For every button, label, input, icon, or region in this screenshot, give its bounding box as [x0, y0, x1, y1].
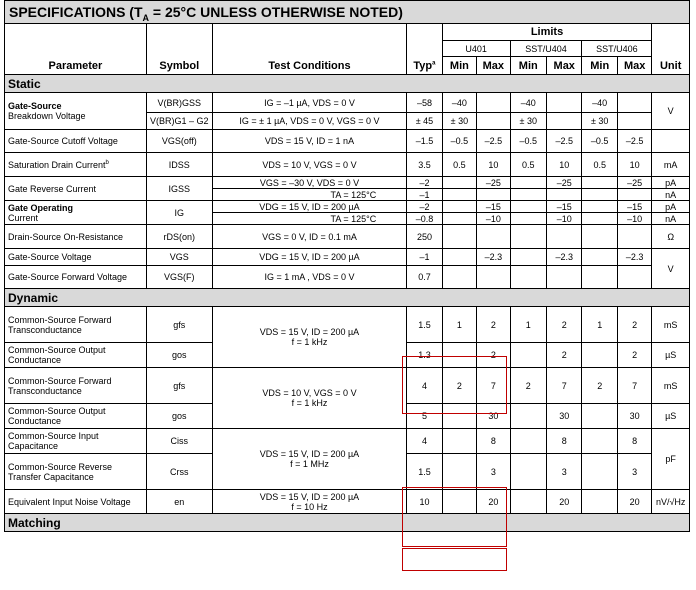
test-cell: IG = 1 mA , VDS = 0 V — [212, 266, 407, 289]
section-static — [5, 75, 690, 93]
param-cell: Gate Operating Current — [5, 201, 147, 225]
max-cell: –2.5 — [617, 130, 651, 153]
section-title: Matching — [5, 514, 690, 532]
max-cell: 3 — [477, 454, 510, 490]
test-cell: VDS = 15 V, ID = 1 nA — [212, 130, 407, 153]
section-title: Static — [5, 75, 690, 93]
min-cell: –0.5 — [582, 130, 617, 153]
symbol-cell: gos — [146, 343, 212, 368]
table-row — [5, 307, 690, 343]
symbol-cell: rDS(on) — [146, 225, 212, 249]
symbol-cell: gos — [146, 404, 212, 429]
param-cell: Drain-Source On-Resistance — [5, 225, 147, 249]
test-cell: VDG = 15 V, ID = 200 µA — [212, 201, 407, 213]
sst406-header: SST/U406 — [582, 41, 652, 57]
max-cell: 2 — [477, 343, 510, 368]
max-cell: 20 — [547, 490, 582, 514]
max-header: Max — [477, 57, 510, 75]
typ-cell: 250 — [407, 225, 442, 249]
min-cell: 0.5 — [510, 153, 546, 177]
test-cell: VDS = 15 V, ID = 200 µA f = 1 MHz — [212, 429, 407, 490]
min-cell: 1 — [442, 307, 476, 343]
parameter-header: Parameter — [5, 24, 147, 75]
max-cell: 10 — [477, 153, 510, 177]
limits-header: Limits — [442, 24, 652, 41]
max-cell: –10 — [617, 213, 651, 225]
max-cell: 2 — [547, 307, 582, 343]
max-cell: 10 — [547, 153, 582, 177]
param-cell: Gate-Source Forward Voltage — [5, 266, 147, 289]
test-cell: VDS = 15 V, ID = 200 µA f = 1 kHz — [212, 307, 407, 368]
typ-cell: 4 — [407, 429, 442, 454]
min-header: Min — [582, 57, 617, 75]
test-cell: VDS = 10 V, VGS = 0 V — [212, 153, 407, 177]
unit-cell: µS — [652, 404, 690, 429]
unit-cell: pF — [652, 429, 690, 490]
symbol-cell: Crss — [146, 454, 212, 490]
max-cell: –25 — [617, 177, 651, 189]
max-cell: 10 — [617, 153, 651, 177]
section-matching — [5, 514, 690, 532]
param-cell: Saturation Drain Current$^b$ — [5, 153, 147, 177]
max-cell: 7 — [547, 368, 582, 404]
unit-cell: nA — [652, 189, 690, 201]
symbol-cell: IGSS — [146, 177, 212, 201]
table-row — [5, 201, 690, 213]
min-header: Min — [442, 57, 476, 75]
symbol-cell: gfs — [146, 307, 212, 343]
sst404-header: SST/U404 — [510, 41, 582, 57]
typ-cell: ± 45 — [407, 113, 442, 130]
symbol-cell: V(BR)G1 – G2 — [146, 113, 212, 130]
typ-cell: 1.3 — [407, 343, 442, 368]
unit-cell: pA — [652, 201, 690, 213]
table-row — [5, 130, 690, 153]
test-cell: IG = ± 1 µA, VDS = 0 V, VGS = 0 V — [212, 113, 407, 130]
symbol-cell: VGS(off) — [146, 130, 212, 153]
unit-cell: mS — [652, 307, 690, 343]
param-cell: Common-Source Forward Transconductance — [5, 307, 147, 343]
unit-cell: mS — [652, 368, 690, 404]
min-cell: 2 — [510, 368, 546, 404]
typ-cell: –58 — [407, 93, 442, 113]
max-header: Max — [547, 57, 582, 75]
test-cell: VDS = 15 V, ID = 200 µA f = 10 Hz — [212, 490, 407, 514]
symbol-cell: IG — [146, 201, 212, 225]
min-cell: ± 30 — [582, 113, 617, 130]
unit-cell: mA — [652, 153, 690, 177]
typ-cell: 1.5 — [407, 454, 442, 490]
typ-header: Typ$^a$ — [407, 24, 442, 75]
min-cell: –0.5 — [442, 130, 476, 153]
table-row — [5, 93, 690, 113]
max-cell: –25 — [477, 177, 510, 189]
max-cell: 3 — [617, 454, 651, 490]
max-cell: 8 — [477, 429, 510, 454]
max-cell: –2.3 — [617, 249, 651, 266]
unit-cell: V — [652, 249, 690, 289]
max-cell: 30 — [477, 404, 510, 429]
typ-cell: –2 — [407, 177, 442, 189]
section-dynamic — [5, 289, 690, 307]
max-cell: 2 — [617, 343, 651, 368]
max-cell: –15 — [547, 201, 582, 213]
u401-header: U401 — [442, 41, 510, 57]
min-cell: 0.5 — [442, 153, 476, 177]
symbol-cell: gfs — [146, 368, 212, 404]
max-cell: –2.3 — [547, 249, 582, 266]
max-cell: 20 — [617, 490, 651, 514]
typ-cell: 5 — [407, 404, 442, 429]
max-cell: 30 — [617, 404, 651, 429]
unit-cell: V — [652, 93, 690, 130]
param-cell: Common-Source Forward Transconductance — [5, 368, 147, 404]
param-cell: Equivalent Input Noise Voltage — [5, 490, 147, 514]
table-row — [5, 225, 690, 249]
min-cell: –40 — [442, 93, 476, 113]
typ-cell: –1 — [407, 189, 442, 201]
symbol-header: Symbol — [146, 24, 212, 75]
symbol-cell: Ciss — [146, 429, 212, 454]
typ-cell: 10 — [407, 490, 442, 514]
min-cell: –40 — [510, 93, 546, 113]
param-cell: Gate-Source Cutoff Voltage — [5, 130, 147, 153]
typ-cell: 0.7 — [407, 266, 442, 289]
table-row — [5, 249, 690, 266]
table-title: SPECIFICATIONS ($T_A = 25^\circ C$ UNLESS OTHERWISE NOTED) — [5, 1, 690, 24]
unit-cell: nV/√Hz — [652, 490, 690, 514]
typ-cell: –2 — [407, 201, 442, 213]
symbol-cell: VGS — [146, 249, 212, 266]
symbol-cell: VGS(F) — [146, 266, 212, 289]
max-cell: –15 — [617, 201, 651, 213]
max-cell: 2 — [617, 307, 651, 343]
min-header: Min — [510, 57, 546, 75]
unit-cell: µS — [652, 343, 690, 368]
max-cell: 2 — [477, 307, 510, 343]
min-cell: 1 — [510, 307, 546, 343]
min-cell: 1 — [582, 307, 617, 343]
max-cell: 20 — [477, 490, 510, 514]
unit-cell: nA — [652, 213, 690, 225]
param-cell: Common-Source Output Conductance — [5, 343, 147, 368]
test-conditions-header: Test Conditions — [212, 24, 407, 75]
min-cell: –0.5 — [510, 130, 546, 153]
max-cell: –15 — [477, 201, 510, 213]
unit-cell: pA — [652, 177, 690, 189]
typ-cell: –0.8 — [407, 213, 442, 225]
unit-header: Unit — [652, 24, 690, 75]
symbol-cell: en — [146, 490, 212, 514]
specifications-table — [4, 0, 690, 532]
test-cell: VDS = 10 V, VGS = 0 V f = 1 kHz — [212, 368, 407, 429]
section-title: Dynamic — [5, 289, 690, 307]
test-cell: TA = 125°C — [212, 213, 407, 225]
table-row — [5, 368, 690, 404]
table-row — [5, 429, 690, 454]
test-cell: VGS = 0 V, ID = 0.1 mA — [212, 225, 407, 249]
specifications-page — [4, 0, 692, 590]
typ-cell: –1.5 — [407, 130, 442, 153]
min-cell: 2 — [442, 368, 476, 404]
min-cell: –40 — [582, 93, 617, 113]
typ-cell: 3.5 — [407, 153, 442, 177]
typ-cell: 1.5 — [407, 307, 442, 343]
typ-cell: –1 — [407, 249, 442, 266]
test-cell: VDG = 15 V, ID = 200 µA — [212, 249, 407, 266]
test-cell: IG = –1 µA, VDS = 0 V — [212, 93, 407, 113]
param-cell: Common-Source Output Conductance — [5, 404, 147, 429]
min-cell: ± 30 — [442, 113, 476, 130]
max-cell: –2.5 — [547, 130, 582, 153]
max-cell: 7 — [617, 368, 651, 404]
param-cell: Common-Source Input Capacitance — [5, 429, 147, 454]
max-header: Max — [617, 57, 651, 75]
max-cell: 2 — [547, 343, 582, 368]
min-cell: 2 — [582, 368, 617, 404]
test-cell: VGS = –30 V, VDS = 0 V — [212, 177, 407, 189]
max-cell: –10 — [547, 213, 582, 225]
max-cell: –10 — [477, 213, 510, 225]
max-cell: 30 — [547, 404, 582, 429]
table-row — [5, 177, 690, 189]
param-cell: Gate-Source Voltage — [5, 249, 147, 266]
min-cell: ± 30 — [510, 113, 546, 130]
min-cell: 0.5 — [582, 153, 617, 177]
typ-cell: 4 — [407, 368, 442, 404]
max-cell: –2.5 — [477, 130, 510, 153]
symbol-cell: V(BR)GSS — [146, 93, 212, 113]
table-row — [5, 490, 690, 514]
max-cell: 8 — [547, 429, 582, 454]
table-row — [5, 266, 690, 289]
test-cell: TA = 125°C — [212, 189, 407, 201]
header-row-1 — [5, 24, 690, 41]
max-cell: –2.3 — [477, 249, 510, 266]
param-cell: Gate-Source Breakdown Voltage — [5, 93, 147, 130]
highlight-box — [402, 548, 507, 571]
table-row — [5, 153, 690, 177]
max-cell: 7 — [477, 368, 510, 404]
max-cell: 3 — [547, 454, 582, 490]
table-title-row — [5, 1, 690, 24]
param-cell: Common-Source Reverse Transfer Capacitance — [5, 454, 147, 490]
unit-cell: Ω — [652, 225, 690, 249]
param-cell: Gate Reverse Current — [5, 177, 147, 201]
max-cell: 8 — [617, 429, 651, 454]
max-cell: –25 — [547, 177, 582, 189]
symbol-cell: IDSS — [146, 153, 212, 177]
